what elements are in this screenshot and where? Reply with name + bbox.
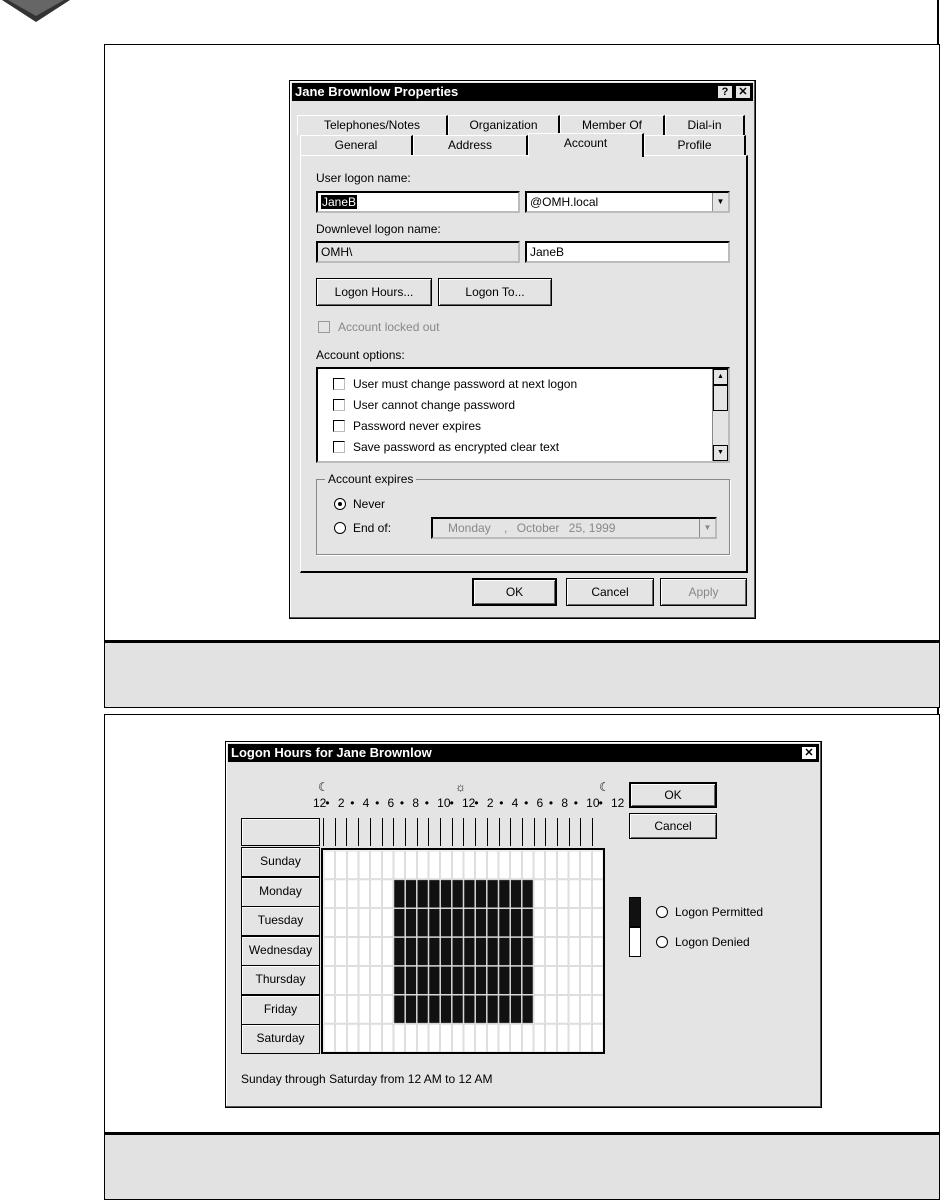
hour-cell-permitted[interactable] bbox=[417, 966, 428, 994]
hour-column-button[interactable] bbox=[522, 818, 534, 846]
hour-cell-denied[interactable] bbox=[324, 1024, 335, 1052]
hour-cell-permitted[interactable] bbox=[406, 966, 417, 994]
hour-label: • bbox=[375, 796, 380, 810]
hour-cell-permitted[interactable] bbox=[441, 909, 452, 937]
hour-cell-denied[interactable] bbox=[487, 851, 498, 879]
hour-cell-denied[interactable] bbox=[347, 966, 358, 994]
hour-label: 2 bbox=[486, 796, 494, 810]
tab-member-of[interactable]: Member Of bbox=[560, 115, 665, 135]
hour-cell-denied[interactable] bbox=[557, 880, 568, 908]
hour-cell-denied[interactable] bbox=[441, 1024, 452, 1052]
hour-cell-denied[interactable] bbox=[429, 1024, 440, 1052]
user-logon-label: User logon name: bbox=[316, 171, 411, 185]
hour-cell-permitted[interactable] bbox=[394, 909, 405, 937]
hour-cell-denied[interactable] bbox=[569, 909, 580, 937]
figure-caption-bar-2 bbox=[104, 1132, 940, 1200]
expires-endof-label: End of: bbox=[353, 521, 392, 535]
option-checkbox-encrypted-text[interactable] bbox=[333, 441, 345, 453]
hour-cell-denied[interactable] bbox=[546, 938, 557, 966]
account-locked-checkbox bbox=[318, 321, 330, 333]
hour-label: • bbox=[399, 796, 405, 810]
hour-cell-denied[interactable] bbox=[592, 880, 603, 908]
hour-cell-denied[interactable] bbox=[336, 966, 347, 994]
hour-cell-denied[interactable] bbox=[592, 851, 603, 879]
hour-cell-denied[interactable] bbox=[382, 851, 393, 879]
hour-cell-denied[interactable] bbox=[382, 880, 393, 908]
hour-cell-denied[interactable] bbox=[592, 938, 603, 966]
option-label-cannot-change: User cannot change password bbox=[353, 398, 516, 412]
hour-cell-denied[interactable] bbox=[511, 1024, 522, 1052]
hour-column-button[interactable] bbox=[382, 818, 394, 846]
hour-cell-denied[interactable] bbox=[452, 1024, 463, 1052]
hour-label: 4 bbox=[362, 796, 370, 810]
hour-label: 6 bbox=[387, 796, 395, 810]
hour-cell-denied[interactable] bbox=[557, 938, 568, 966]
hour-cell-permitted[interactable] bbox=[452, 880, 463, 908]
hour-cell-permitted[interactable] bbox=[487, 938, 498, 966]
day-row-button[interactable]: Saturday bbox=[241, 1024, 320, 1054]
hour-cell-permitted[interactable] bbox=[441, 966, 452, 994]
hour-cell-denied[interactable] bbox=[324, 966, 335, 994]
hour-cell-denied[interactable] bbox=[581, 966, 592, 994]
hour-cell-permitted[interactable] bbox=[499, 880, 510, 908]
hour-label: • bbox=[573, 796, 578, 810]
hour-cell-denied[interactable] bbox=[371, 995, 382, 1023]
hour-cell-permitted[interactable] bbox=[499, 909, 510, 937]
tab-telephones-notes[interactable]: Telephones/Notes bbox=[297, 115, 448, 135]
hour-label: • bbox=[449, 796, 454, 810]
hour-cell-denied[interactable] bbox=[511, 851, 522, 879]
hour-cell-permitted[interactable] bbox=[394, 938, 405, 966]
hour-cell-denied[interactable] bbox=[336, 880, 347, 908]
hours-ok-button[interactable]: OK bbox=[629, 782, 717, 808]
hour-column-button[interactable] bbox=[440, 818, 452, 846]
hour-label: • bbox=[548, 796, 554, 810]
hour-cell-denied[interactable] bbox=[476, 1024, 487, 1052]
hour-cell-denied[interactable] bbox=[592, 909, 603, 937]
cancel-button[interactable]: Cancel bbox=[566, 578, 654, 606]
hour-cell-permitted[interactable] bbox=[394, 995, 405, 1023]
hour-cell-permitted[interactable] bbox=[499, 966, 510, 994]
hour-cell-denied[interactable] bbox=[569, 880, 580, 908]
user-logon-input[interactable]: JaneB bbox=[316, 191, 520, 213]
day-row-button[interactable]: Monday bbox=[241, 877, 320, 907]
expires-never-radio[interactable] bbox=[334, 498, 346, 510]
logon-hours-button[interactable]: Logon Hours... bbox=[316, 278, 432, 306]
hour-cell-permitted[interactable] bbox=[464, 938, 475, 966]
day-row-button[interactable]: Tuesday bbox=[241, 906, 320, 936]
hour-cell-permitted[interactable] bbox=[499, 995, 510, 1023]
hour-cell-denied[interactable] bbox=[371, 1024, 382, 1052]
hour-cell-denied[interactable] bbox=[371, 966, 382, 994]
hour-cell-denied[interactable] bbox=[347, 938, 358, 966]
hour-cell-denied[interactable] bbox=[441, 851, 452, 879]
hour-column-button[interactable] bbox=[487, 818, 499, 846]
hour-column-button[interactable] bbox=[569, 818, 581, 846]
option-label-never-expires: Password never expires bbox=[353, 419, 482, 433]
hour-cell-denied[interactable] bbox=[382, 938, 393, 966]
hour-cell-denied[interactable] bbox=[546, 1024, 557, 1052]
hour-label: 4 bbox=[511, 796, 519, 810]
hour-column-button[interactable] bbox=[557, 818, 569, 846]
hour-cell-permitted[interactable] bbox=[476, 966, 487, 994]
hour-cell-denied[interactable] bbox=[592, 966, 603, 994]
hour-cell-permitted[interactable] bbox=[464, 966, 475, 994]
hour-label: 8 bbox=[561, 796, 569, 810]
hour-cell-denied[interactable] bbox=[452, 851, 463, 879]
hour-cell-denied[interactable] bbox=[499, 1024, 510, 1052]
hour-cell-denied[interactable] bbox=[324, 909, 335, 937]
logon-hours-titlebar bbox=[228, 744, 819, 762]
hour-cell-denied[interactable] bbox=[557, 851, 568, 879]
denied-swatch bbox=[629, 927, 641, 957]
midnight-moon-icon: ☾ bbox=[599, 780, 610, 794]
hour-cell-denied[interactable] bbox=[347, 909, 358, 937]
hour-cell-denied[interactable] bbox=[569, 966, 580, 994]
hour-cell-denied[interactable] bbox=[336, 995, 347, 1023]
hour-cell-denied[interactable] bbox=[347, 851, 358, 879]
hour-column-button[interactable] bbox=[463, 818, 475, 846]
hour-cell-permitted[interactable] bbox=[476, 995, 487, 1023]
hour-cell-permitted[interactable] bbox=[429, 966, 440, 994]
close-button[interactable]: ✕ bbox=[735, 85, 751, 99]
hour-cell-permitted[interactable] bbox=[522, 938, 533, 966]
hour-column-button[interactable] bbox=[452, 818, 464, 846]
hour-cell-denied[interactable] bbox=[347, 880, 358, 908]
hour-label: 12 bbox=[313, 796, 327, 810]
close-button[interactable]: ✕ bbox=[801, 746, 817, 760]
tab-organization[interactable]: Organization bbox=[448, 115, 560, 135]
hour-cell-denied[interactable] bbox=[359, 1024, 370, 1052]
logon-denied-label: Logon Denied bbox=[675, 935, 750, 949]
hour-cell-permitted[interactable] bbox=[441, 880, 452, 908]
hour-cell-denied[interactable] bbox=[336, 1024, 347, 1052]
hour-cell-permitted[interactable] bbox=[464, 909, 475, 937]
hour-cell-denied[interactable] bbox=[371, 909, 382, 937]
hour-column-button[interactable] bbox=[405, 818, 417, 846]
hour-cell-permitted[interactable] bbox=[522, 909, 533, 937]
select-all-button[interactable] bbox=[241, 818, 320, 846]
hour-cell-permitted[interactable] bbox=[452, 909, 463, 937]
scroll-down-icon[interactable]: ▼ bbox=[713, 445, 728, 461]
hour-cell-denied[interactable] bbox=[382, 1024, 393, 1052]
hour-cell-permitted[interactable] bbox=[511, 938, 522, 966]
hour-cell-denied[interactable] bbox=[534, 1024, 545, 1052]
hour-cell-permitted[interactable] bbox=[464, 880, 475, 908]
account-expires-title: Account expires bbox=[325, 472, 416, 486]
option-checkbox-never-expires[interactable] bbox=[333, 420, 345, 432]
hour-cell-denied[interactable] bbox=[592, 995, 603, 1023]
hour-cell-permitted[interactable] bbox=[487, 880, 498, 908]
hour-cell-denied[interactable] bbox=[464, 851, 475, 879]
hour-cell-denied[interactable] bbox=[569, 1024, 580, 1052]
ok-button[interactable]: OK bbox=[472, 578, 557, 606]
hour-column-button[interactable] bbox=[417, 818, 429, 846]
hour-cell-denied[interactable] bbox=[569, 938, 580, 966]
hour-cell-permitted[interactable] bbox=[452, 938, 463, 966]
hour-cell-denied[interactable] bbox=[546, 995, 557, 1023]
logon-denied-radio[interactable] bbox=[656, 936, 668, 948]
hour-column-button[interactable] bbox=[393, 818, 405, 846]
options-scrollbar[interactable] bbox=[712, 369, 728, 461]
hour-cell-denied[interactable] bbox=[382, 966, 393, 994]
hour-cell-denied[interactable] bbox=[406, 1024, 417, 1052]
tab-account[interactable]: Account bbox=[528, 133, 644, 157]
hour-cell-denied[interactable] bbox=[417, 1024, 428, 1052]
hour-cell-permitted[interactable] bbox=[511, 880, 522, 908]
logon-permitted-radio[interactable] bbox=[656, 906, 668, 918]
hour-column-button[interactable] bbox=[358, 818, 370, 846]
hour-cell-denied[interactable] bbox=[581, 851, 592, 879]
hour-cell-denied[interactable] bbox=[371, 938, 382, 966]
hour-cell-permitted[interactable] bbox=[417, 880, 428, 908]
option-label-must-change: User must change password at next logon bbox=[353, 377, 578, 391]
hour-cell-denied[interactable] bbox=[359, 995, 370, 1023]
hour-cell-denied[interactable] bbox=[581, 909, 592, 937]
hour-cell-denied[interactable] bbox=[534, 938, 545, 966]
hour-label: 12 bbox=[462, 796, 476, 810]
hour-cell-permitted[interactable] bbox=[511, 966, 522, 994]
hour-cell-permitted[interactable] bbox=[429, 938, 440, 966]
tab-profile[interactable]: Profile bbox=[644, 135, 746, 155]
scroll-up-icon[interactable]: ▲ bbox=[713, 369, 728, 385]
apply-button: Apply bbox=[660, 578, 747, 606]
day-row-button[interactable]: Thursday bbox=[241, 965, 320, 995]
hour-cell-permitted[interactable] bbox=[394, 966, 405, 994]
hour-cell-denied[interactable] bbox=[546, 966, 557, 994]
hour-cell-permitted[interactable] bbox=[522, 966, 533, 994]
hour-cell-denied[interactable] bbox=[359, 851, 370, 879]
tab-address[interactable]: Address bbox=[413, 135, 528, 155]
hour-cell-permitted[interactable] bbox=[406, 909, 417, 937]
hour-cell-denied[interactable] bbox=[581, 995, 592, 1023]
downlevel-logon-label: Downlevel logon name: bbox=[316, 222, 441, 236]
chevron-down-icon: ▼ bbox=[712, 193, 728, 211]
hours-cancel-button[interactable]: Cancel bbox=[629, 813, 717, 839]
hour-cell-denied[interactable] bbox=[429, 851, 440, 879]
hour-label: 2 bbox=[337, 796, 345, 810]
downlevel-domain-field: OMH\ bbox=[316, 241, 520, 263]
hour-column-button[interactable] bbox=[335, 818, 347, 846]
hour-cell-permitted[interactable] bbox=[417, 938, 428, 966]
hour-cell-denied[interactable] bbox=[406, 851, 417, 879]
logon-hours-title: Logon Hours for Jane Brownlow bbox=[231, 745, 432, 760]
hour-cell-denied[interactable] bbox=[487, 1024, 498, 1052]
hour-cell-denied[interactable] bbox=[382, 909, 393, 937]
hour-cell-denied[interactable] bbox=[534, 851, 545, 879]
hour-column-button[interactable] bbox=[499, 818, 511, 846]
hour-column-button[interactable] bbox=[545, 818, 557, 846]
hour-cell-denied[interactable] bbox=[417, 851, 428, 879]
upn-suffix-select[interactable]: @OMH.local ▼ bbox=[525, 191, 730, 213]
account-options-label: Account options: bbox=[316, 348, 405, 362]
hour-label: 8 bbox=[412, 796, 420, 810]
expires-endof-radio[interactable] bbox=[334, 522, 346, 534]
hour-label: 6 bbox=[536, 796, 544, 810]
hour-cell-denied[interactable] bbox=[534, 880, 545, 908]
hour-cell-permitted[interactable] bbox=[406, 880, 417, 908]
hour-cell-permitted[interactable] bbox=[511, 995, 522, 1023]
hour-cell-denied[interactable] bbox=[557, 966, 568, 994]
hour-label: 10 bbox=[586, 796, 600, 810]
hour-cell-denied[interactable] bbox=[347, 1024, 358, 1052]
hour-cell-denied[interactable] bbox=[534, 909, 545, 937]
hour-cell-permitted[interactable] bbox=[511, 909, 522, 937]
hour-label: • bbox=[499, 796, 504, 810]
hour-cell-denied[interactable] bbox=[394, 851, 405, 879]
hour-label: 12 bbox=[611, 796, 625, 810]
hour-cell-denied[interactable] bbox=[569, 995, 580, 1023]
logon-to-button[interactable]: Logon To... bbox=[438, 278, 552, 306]
hour-cell-permitted[interactable] bbox=[406, 995, 417, 1023]
hour-cell-denied[interactable] bbox=[546, 851, 557, 879]
hour-cell-permitted[interactable] bbox=[406, 938, 417, 966]
hour-cell-permitted[interactable] bbox=[476, 880, 487, 908]
hour-cell-denied[interactable] bbox=[581, 1024, 592, 1052]
hour-column-button[interactable] bbox=[370, 818, 382, 846]
expires-never-label: Never bbox=[353, 497, 386, 511]
hour-column-button[interactable] bbox=[580, 818, 592, 846]
hour-label: • bbox=[524, 796, 529, 810]
option-checkbox-cannot-change[interactable] bbox=[333, 399, 345, 411]
chevron-down-icon: ▼ bbox=[699, 519, 715, 537]
hours-grid-svg[interactable] bbox=[323, 850, 603, 1052]
hour-cell-permitted[interactable] bbox=[441, 995, 452, 1023]
hour-column-button[interactable] bbox=[323, 818, 335, 846]
hour-cell-denied[interactable] bbox=[324, 880, 335, 908]
noon-sun-icon: ☼ bbox=[455, 780, 466, 794]
hour-column-button[interactable] bbox=[346, 818, 358, 846]
hour-cell-permitted[interactable] bbox=[487, 909, 498, 937]
option-label-encrypted-text: Save password as encrypted clear text bbox=[353, 440, 560, 454]
hour-cell-denied[interactable] bbox=[546, 909, 557, 937]
hour-cell-permitted[interactable] bbox=[499, 938, 510, 966]
hour-label: • bbox=[598, 796, 603, 810]
hour-cell-denied[interactable] bbox=[359, 966, 370, 994]
hour-cell-denied[interactable] bbox=[359, 909, 370, 937]
hour-cell-permitted[interactable] bbox=[464, 995, 475, 1023]
hour-label: • bbox=[325, 796, 330, 810]
hour-column-button[interactable] bbox=[475, 818, 487, 846]
hour-cell-permitted[interactable] bbox=[522, 880, 533, 908]
hour-cell-permitted[interactable] bbox=[417, 995, 428, 1023]
help-button[interactable]: ? bbox=[717, 85, 733, 99]
logon-hours-grid[interactable] bbox=[321, 848, 605, 1054]
down-arrow-icon bbox=[0, 0, 72, 24]
hour-cell-permitted[interactable] bbox=[441, 938, 452, 966]
day-row-button[interactable]: Wednesday bbox=[241, 936, 320, 966]
hour-cell-denied[interactable] bbox=[592, 1024, 603, 1052]
hour-cell-denied[interactable] bbox=[324, 938, 335, 966]
figure-caption-bar-1 bbox=[104, 640, 940, 708]
hour-cell-permitted[interactable] bbox=[429, 880, 440, 908]
hour-cell-denied[interactable] bbox=[347, 995, 358, 1023]
logon-permitted-label: Logon Permitted bbox=[675, 905, 764, 919]
hour-cell-denied[interactable] bbox=[336, 909, 347, 937]
tab-general[interactable]: General bbox=[300, 135, 413, 155]
hour-cell-permitted[interactable] bbox=[476, 909, 487, 937]
hour-cell-permitted[interactable] bbox=[429, 909, 440, 937]
expires-date-picker: Monday , October 25, 1999 ▼ bbox=[431, 517, 717, 539]
hour-cell-denied[interactable] bbox=[371, 880, 382, 908]
tab-dial-in[interactable]: Dial-in bbox=[665, 115, 745, 135]
hour-column-button[interactable] bbox=[534, 818, 546, 846]
day-row-button[interactable]: Sunday bbox=[241, 847, 320, 877]
day-row-button[interactable]: Friday bbox=[241, 995, 320, 1025]
hour-cell-denied[interactable] bbox=[557, 1024, 568, 1052]
hour-cell-denied[interactable] bbox=[336, 938, 347, 966]
hour-cell-denied[interactable] bbox=[557, 995, 568, 1023]
hour-cell-denied[interactable] bbox=[359, 880, 370, 908]
hour-cell-denied[interactable] bbox=[394, 1024, 405, 1052]
downlevel-user-input[interactable]: JaneB bbox=[525, 241, 730, 263]
hour-cell-denied[interactable] bbox=[382, 995, 393, 1023]
hour-cell-denied[interactable] bbox=[581, 880, 592, 908]
hour-cell-denied[interactable] bbox=[557, 909, 568, 937]
permitted-swatch bbox=[629, 897, 641, 927]
hour-cell-denied[interactable] bbox=[324, 851, 335, 879]
hour-cell-denied[interactable] bbox=[569, 851, 580, 879]
hour-cell-denied[interactable] bbox=[546, 880, 557, 908]
hour-cell-denied[interactable] bbox=[336, 851, 347, 879]
hour-column-button[interactable] bbox=[510, 818, 522, 846]
hours-status-text: Sunday through Saturday from 12 AM to 12 AM bbox=[241, 1072, 493, 1086]
hour-cell-permitted[interactable] bbox=[394, 880, 405, 908]
hour-cell-permitted[interactable] bbox=[487, 995, 498, 1023]
properties-titlebar bbox=[292, 83, 753, 101]
hour-cell-denied[interactable] bbox=[371, 851, 382, 879]
midnight-moon-icon: ☾ bbox=[318, 780, 329, 794]
hour-cell-denied[interactable] bbox=[324, 995, 335, 1023]
hour-column-button[interactable] bbox=[428, 818, 440, 846]
hour-column-button[interactable] bbox=[592, 818, 604, 846]
hour-cell-permitted[interactable] bbox=[476, 938, 487, 966]
hour-cell-denied[interactable] bbox=[534, 966, 545, 994]
hour-cell-permitted[interactable] bbox=[429, 995, 440, 1023]
hour-cell-denied[interactable] bbox=[499, 851, 510, 879]
properties-title: Jane Brownlow Properties bbox=[295, 84, 459, 99]
hour-cell-permitted[interactable] bbox=[452, 966, 463, 994]
hour-cell-denied[interactable] bbox=[464, 1024, 475, 1052]
hour-cell-denied[interactable] bbox=[476, 851, 487, 879]
hour-cell-denied[interactable] bbox=[522, 1024, 533, 1052]
hour-cell-permitted[interactable] bbox=[417, 909, 428, 937]
option-checkbox-must-change[interactable] bbox=[333, 378, 345, 390]
hour-cell-denied[interactable] bbox=[581, 938, 592, 966]
hour-cell-permitted[interactable] bbox=[452, 995, 463, 1023]
hour-label: 10 bbox=[437, 796, 451, 810]
scroll-thumb[interactable] bbox=[713, 385, 728, 411]
hour-cell-permitted[interactable] bbox=[487, 966, 498, 994]
account-locked-label: Account locked out bbox=[338, 320, 440, 334]
hour-label: • bbox=[350, 796, 355, 810]
hour-cell-denied[interactable] bbox=[359, 938, 370, 966]
hour-cell-denied[interactable] bbox=[522, 851, 533, 879]
hour-label: • bbox=[424, 796, 429, 810]
hour-label: • bbox=[474, 796, 479, 810]
hour-cell-denied[interactable] bbox=[534, 995, 545, 1023]
hour-cell-permitted[interactable] bbox=[522, 995, 533, 1023]
